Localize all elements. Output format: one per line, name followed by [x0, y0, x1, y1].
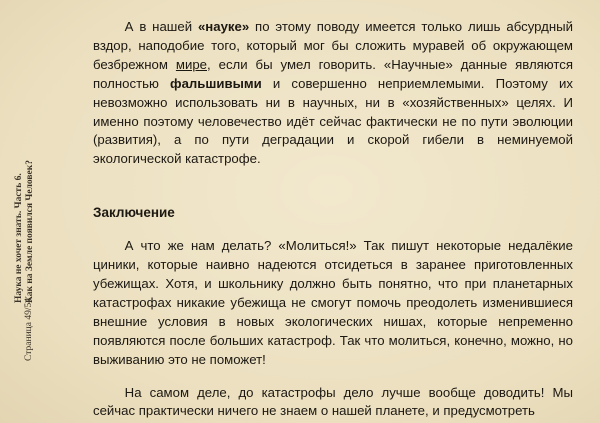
sidebar-title-line-1: Наука не хочет знать. Часть 6. [14, 173, 24, 304]
main-text [93, 18, 573, 421]
section-heading: Заключение [93, 205, 175, 221]
sidebar-book-title [14, 160, 36, 303]
sidebar-title-line-2: Как на Земле появился Человек? [25, 160, 35, 304]
paragraph-1-bold-2: фальшивыми [170, 75, 262, 91]
paragraph-1-text-1: А в нашей [124, 19, 198, 34]
paragraph-2: А что же нам делать? «Молиться!» Так пишут некоторые недалёкие циники, которые наивно надеются отсидеться в заранее приготовленных убежищах. Хотя, и школьнику должно быть понятно, что при планетарных катастрофах никакие убежища не смогут помочь преодолеть изменившиеся внешние условия в новых экологических нишах, которые непременно появляются после больших катастроф. Так что молиться, конечно, можно, но выживанию это не поможет! [93, 238, 573, 367]
paragraph-1 [93, 18, 573, 169]
paragraph-1-text-3: , если бы умел говорить. «Научные» данные являются полностью [93, 56, 574, 91]
paragraph-3: На самом деле, до катастрофы дело лучше вообще доводить! Мы сейчас практически ничего не знаем о нашей планете, и предусмотреть [93, 384, 573, 419]
paragraph-1-text-4: и совершенно неприемлемыми. Поэтому их невозможно использовать ни в научных, ни в «хозяйственных» целях. И именно поэтому человечество идёт сейчас фактически не по пути эволюции (развития), а по пути деградации и скорой гибели в неминуемой экологической катастрофе. [93, 75, 573, 167]
paragraph-1-text-2: по этому поводу имеется только лишь абсурдный вздор, наподобие того, который мог бы сложить муравей об окружающем безбрежном [93, 19, 573, 72]
paragraph-1-underlined: мире [175, 56, 207, 72]
page-number: Страница 49/54 [24, 298, 34, 361]
sidebar [6, 0, 64, 423]
paragraph-1-bold-1: «науке» [197, 19, 250, 34]
